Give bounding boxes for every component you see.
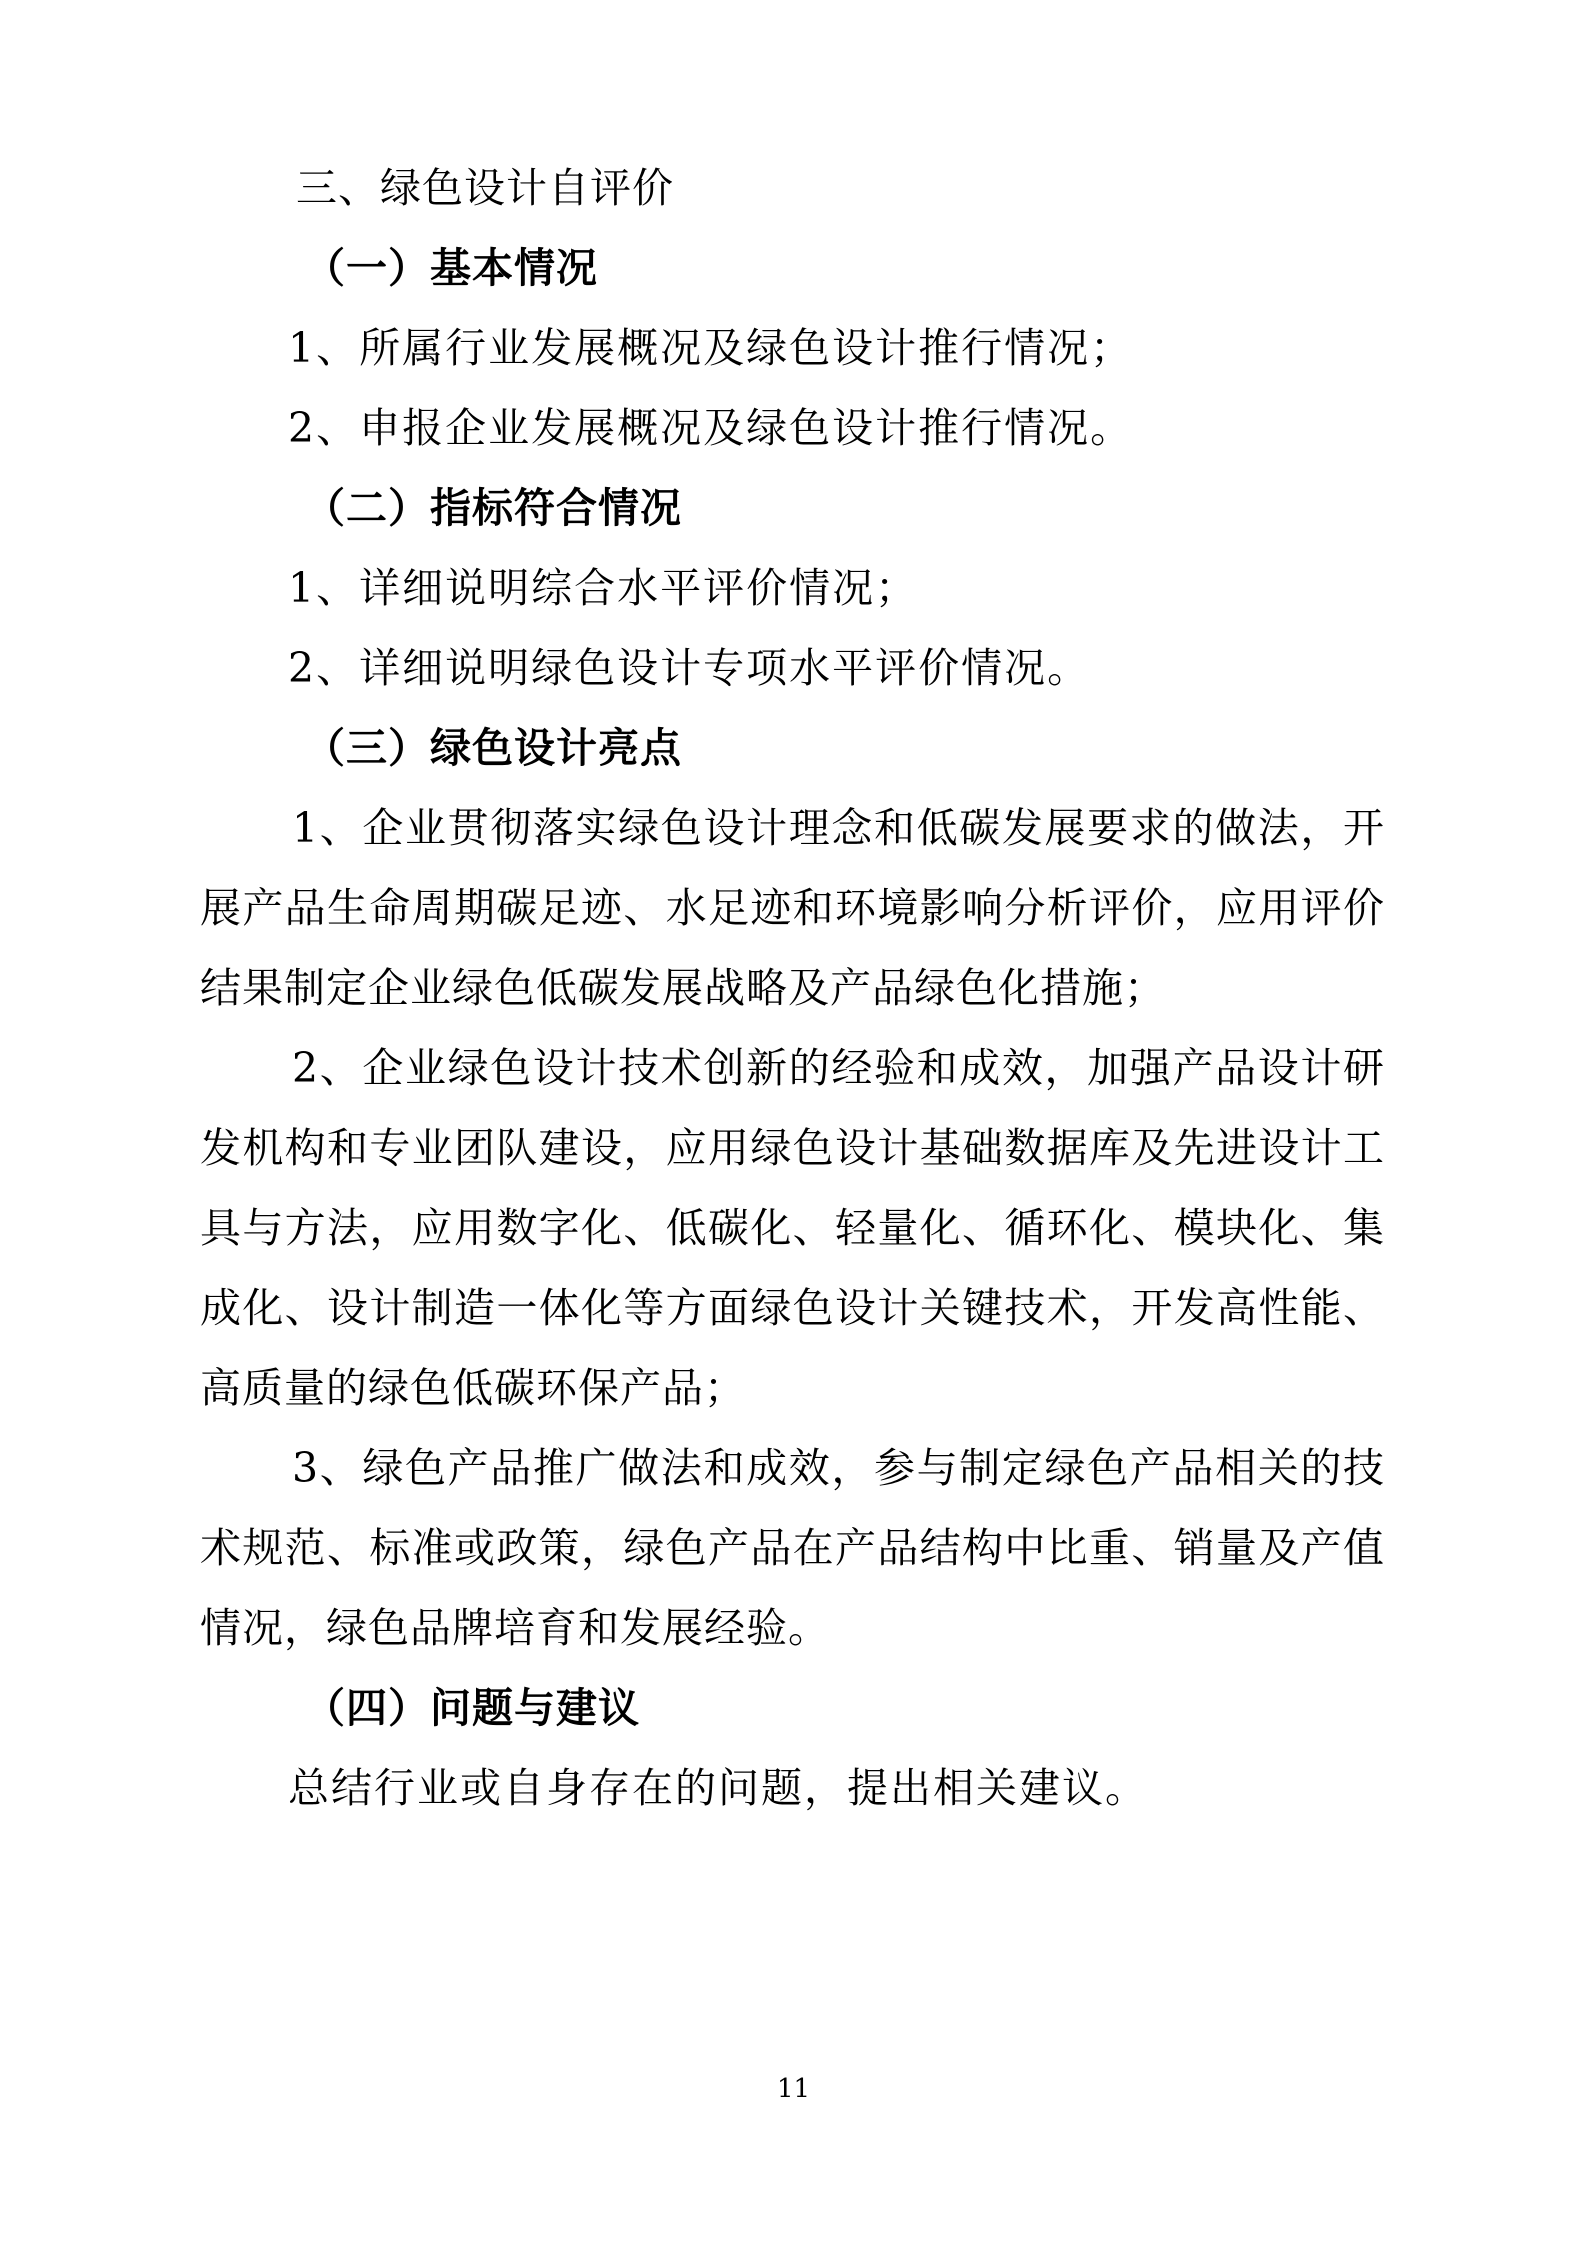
subsection-heading-two: （二）指标符合情况 [304, 484, 682, 532]
subsection-heading-one: （一）基本情况 [304, 244, 598, 292]
paragraph-highlight-1: 1、企业贯彻落实绿色设计理念和低碳发展要求的做法，开展产品生命周期碳足迹、水足迹和环境影响分析评价，应用评价结果制定企业绿色低碳发展战略及产品绿色化措施； [200, 804, 1385, 1012]
list-item-indicator-1: 1、详细说明综合水平评价情况； [288, 564, 919, 612]
paragraph-highlight-3: 3、绿色产品推广做法和成效，参与制定绿色产品相关的技术规范、标准或政策，绿色产品在产品结构中比重、销量及产值情况，绿色品牌培育和发展经验。 [200, 1444, 1385, 1652]
subsection-heading-three: （三）绿色设计亮点 [304, 724, 682, 772]
page-number: 11 [776, 2074, 811, 2104]
section-heading-three: 三、绿色设计自评价 [296, 164, 674, 212]
paragraph-problems-suggestions: 总结行业或自身存在的问题，提出相关建议。 [288, 1764, 1148, 1812]
document-body [200, 148, 1385, 1828]
paragraph-highlight-2: 2、企业绿色设计技术创新的经验和成效，加强产品设计研发机构和专业团队建设，应用绿色设计基础数据库及先进设计工具与方法，应用数字化、低碳化、轻量化、循环化、模块化、集成化、设计制造一体化等方面绿色设计关键技术，开发高性能、高质量的绿色低碳环保产品； [200, 1044, 1385, 1412]
subsection-heading-four: （四）问题与建议 [304, 1684, 640, 1732]
list-item-indicator-2: 2、详细说明绿色设计专项水平评价情况。 [288, 644, 1091, 692]
list-item-basic-2: 2、申报企业发展概况及绿色设计推行情况。 [288, 404, 1134, 452]
list-item-basic-1: 1、所属行业发展概况及绿色设计推行情况； [288, 324, 1134, 372]
